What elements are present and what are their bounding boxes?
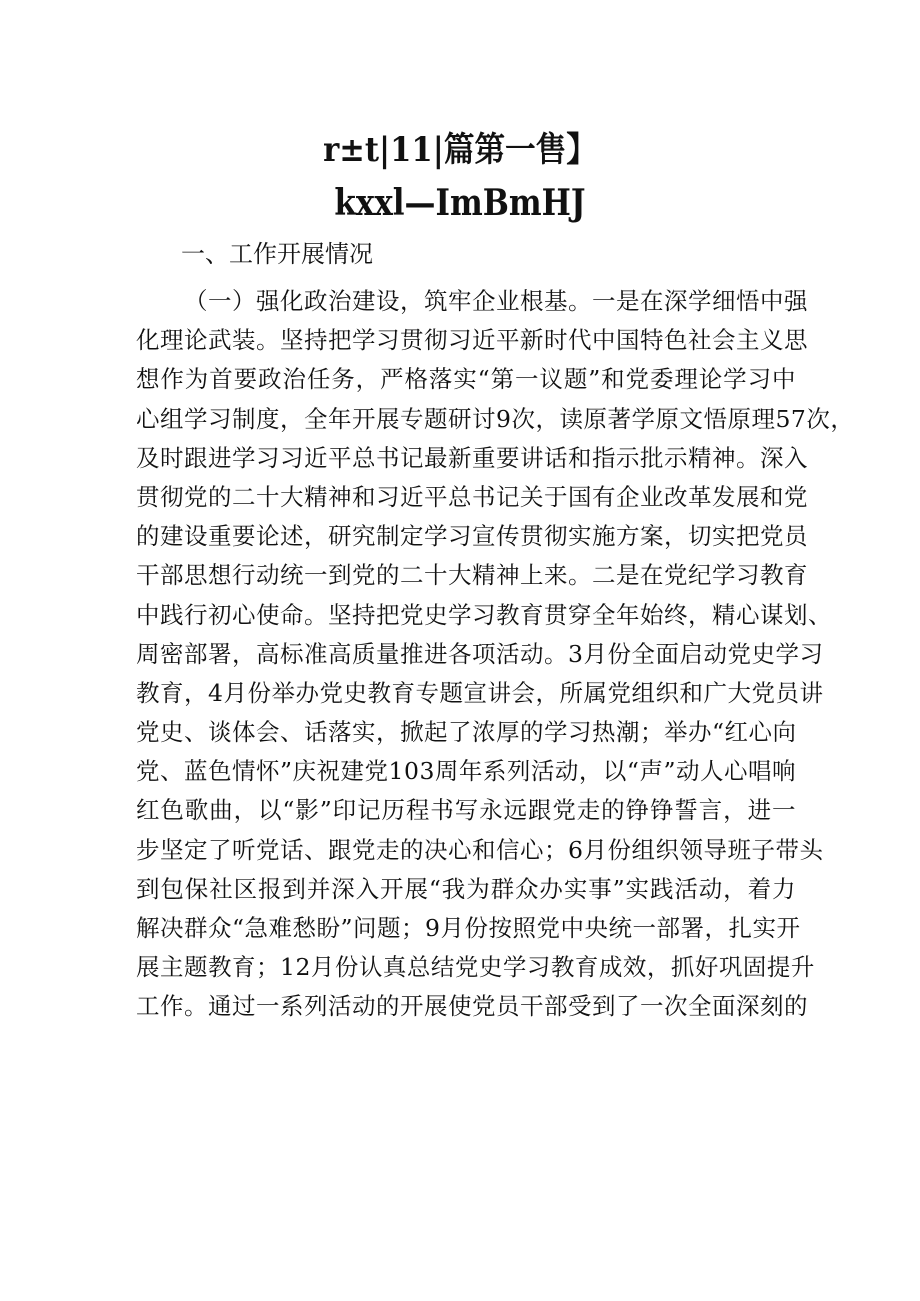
paragraph-line: 解决群众“急难愁盼”问题；9月份按照党中央统一部署，扎实开 [136, 914, 801, 942]
document-title-line-1: r±t|11|篇第一售】 [323, 130, 597, 170]
paragraph-line: （一）强化政治建设，筑牢企业根基。一是在深学细悟中强 [184, 287, 808, 315]
paragraph-line: 党、蓝色情怀”庆祝建党103周年系列活动，以“声”动人心唱响 [136, 757, 796, 786]
paragraph-line: 党史、谈体会、话落实，掀起了浓厚的学习热潮；举办“红心向 [136, 718, 797, 747]
paragraph-line: 教育，4月份举办党史教育专题宣讲会，所属党组织和广大党员讲 [136, 678, 824, 707]
paragraph-line: 周密部署，高标准高质量推进各项活动。3月份全面启动党史学习 [136, 639, 824, 668]
paragraph-line: 心组学习制度，全年开展专题研讨9次，读原著学原文悟原理57次， [136, 404, 855, 433]
paragraph-line: 工作。通过一系列活动的开展使党员干部受到了一次全面深刻的 [136, 992, 808, 1021]
document-title-line-2: kxxl—ImBmHJ [334, 182, 586, 224]
paragraph-line: 步坚定了听党话、跟党走的决心和信心；6月份组织领导班子带头 [136, 835, 824, 864]
paragraph-line: 干部思想行动统一到党的二十大精神上来。二是在党纪学习教育 [136, 561, 808, 590]
section-heading: 一、工作开展情况 [181, 240, 373, 268]
paragraph-line: 展主题教育；12月份认真总结党史学习教育成效，抓好巩固提升 [136, 953, 815, 982]
body-paragraph [136, 282, 855, 1027]
paragraph-line: 想作为首要政治任务，严格落实“第一议题”和党委理论学习中 [136, 365, 796, 394]
paragraph-line: 红色歌曲，以“影”印记历程书写永远跟党走的铮铮誓言，进一 [136, 796, 796, 825]
paragraph-line: 及时跟进学习习近平总书记最新重要讲话和指示批示精神。深入 [136, 443, 808, 472]
paragraph-line: 化理论武装。坚持把学习贯彻习近平新时代中国特色社会主义思 [136, 326, 808, 355]
paragraph-line: 中践行初心使命。坚持把党史学习教育贯穿全年始终，精心谋划、 [136, 600, 832, 629]
paragraph-line: 到包保社区报到并深入开展“我为群众办实事”实践活动，着力 [136, 874, 796, 903]
paragraph-line: 的建设重要论述，研究制定学习宣传贯彻实施方案，切实把党员 [136, 522, 808, 551]
paragraph-line: 贯彻党的二十大精神和习近平总书记关于国有企业改革发展和党 [136, 482, 808, 511]
